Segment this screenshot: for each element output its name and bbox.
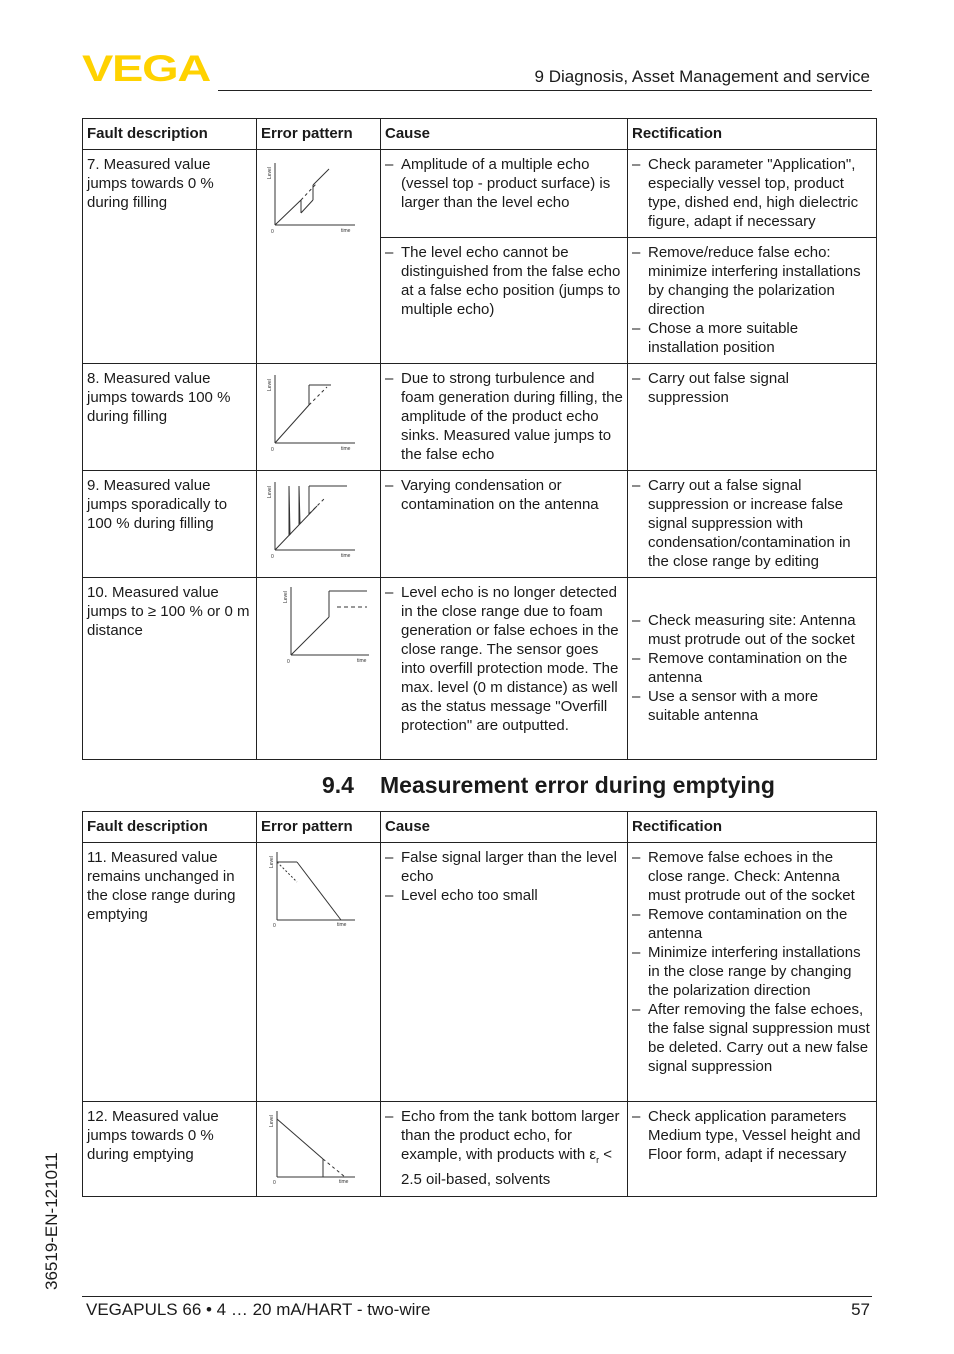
table-header-row: [83, 119, 877, 150]
error-pattern-cell: [257, 364, 381, 471]
rectification-item: – Remove false echoes in the close range. Check: Antenna must protrude out of the socket: [632, 848, 872, 905]
table-row: [83, 843, 877, 1102]
table-header-row: [83, 812, 877, 843]
page-number: 57: [851, 1300, 870, 1319]
axis-label-y: Level: [267, 379, 273, 391]
axis-origin: 0: [271, 229, 274, 235]
rectification-item: – Chose a more suitable installation position: [632, 319, 872, 357]
axis-origin: 0: [271, 447, 274, 453]
cause-cell: [381, 578, 628, 760]
rectification-item: – Carry out a false signal suppression or increase false signal suppression with condensation/contamination in the close range by editing: [632, 476, 872, 571]
col-header-pattern: Error pattern: [257, 812, 381, 843]
cause-cell: [381, 843, 628, 1102]
rectification-cell: [628, 238, 877, 364]
fault-table-emptying: [82, 811, 877, 1197]
error-pattern-chart-9: [261, 476, 361, 560]
error-pattern-cell: [257, 578, 381, 760]
table-row: [83, 364, 877, 471]
cause-item: – False signal larger than the level echo: [385, 848, 623, 886]
cause-item: – Amplitude of a multiple echo (vessel top - product surface) is larger than the level echo: [385, 155, 623, 212]
section-number: 9.4: [322, 772, 354, 798]
cause-item: – Due to strong turbulence and foam generation during filling, the amplitude of the product echo sinks. Measured value jumps to the false echo: [385, 369, 623, 464]
axis-label-y: Level: [267, 486, 273, 498]
table-row: [83, 471, 877, 578]
error-pattern-chart-8: [261, 369, 361, 453]
axis-label-y: Level: [269, 1115, 275, 1127]
cause-item: – Level echo is no longer detected in the close range due to foam generation or false echoes in the close range. The sensor goes into overfill protection mode. The max. level (0 m distance) as well as the status message "Overfill protection" are outputted.: [385, 583, 623, 735]
cause-cell: [381, 238, 628, 364]
col-header-rectification: Rectification: [628, 119, 877, 150]
fault-description: 11. Measured value remains unchanged in the close range during emptying: [83, 843, 257, 1102]
footer-divider: [82, 1296, 872, 1297]
axis-label-y: Level: [267, 167, 273, 179]
rectification-item: – Remove contamination on the antenna: [632, 649, 872, 687]
rectification-cell: [628, 150, 877, 238]
cause-item: – The level echo cannot be distinguished from the false echo at a false echo position (jumps to multiple echo): [385, 243, 623, 319]
axis-label-x: time: [337, 922, 347, 928]
axis-origin: 0: [287, 659, 290, 665]
error-pattern-chart-12: [261, 1107, 361, 1187]
axis-origin: 0: [273, 923, 276, 929]
rectification-cell: [628, 843, 877, 1102]
col-header-fault: Fault description: [83, 812, 257, 843]
axis-label-x: time: [341, 446, 351, 452]
error-pattern-chart-11: [261, 848, 361, 930]
error-pattern-cell: [257, 843, 381, 1102]
fault-description: 12. Measured value jumps towards 0 % during emptying: [83, 1102, 257, 1197]
error-pattern-chart-7: [261, 155, 361, 235]
fault-description: 7. Measured value jumps towards 0 % during filling: [83, 150, 257, 364]
document-id: 36519-EN-121011: [42, 1152, 61, 1290]
rectification-cell: [628, 1102, 877, 1197]
error-pattern-cell: [257, 150, 381, 364]
rectification-item: – After removing the false echoes, the false signal suppression must be deleted. Carry out a new false signal suppression: [632, 1000, 872, 1076]
col-header-cause: Cause: [381, 812, 628, 843]
header-section-title: 9 Diagnosis, Asset Management and service: [534, 67, 870, 86]
logo-text: VEGA: [82, 52, 211, 84]
rectification-item: – Remove contamination on the antenna: [632, 905, 872, 943]
rectification-item: – Use a sensor with a more suitable antenna: [632, 687, 872, 725]
cause-cell: [381, 364, 628, 471]
col-header-rectification: Rectification: [628, 812, 877, 843]
table-row: [83, 150, 877, 238]
axis-origin: 0: [271, 554, 274, 560]
rectification-item: – Remove/reduce false echo: minimize interfering installations by changing the polarization direction: [632, 243, 872, 319]
col-header-cause: Cause: [381, 119, 628, 150]
rectification-item: – Check measuring site: Antenna must protrude out of the socket: [632, 611, 872, 649]
error-pattern-cell: [257, 1102, 381, 1197]
fault-table-filling: [82, 118, 877, 760]
table-row: [83, 1102, 877, 1197]
rectification-cell: [628, 578, 877, 760]
table-row: [83, 578, 877, 760]
section-heading: [322, 772, 775, 799]
axis-label-x: time: [357, 658, 367, 664]
cause-cell: [381, 150, 628, 238]
fault-description: 8. Measured value jumps towards 100 % during filling: [83, 364, 257, 471]
error-pattern-cell: [257, 471, 381, 578]
axis-label-y: Level: [269, 856, 275, 868]
cause-item: – Varying condensation or contamination on the antenna: [385, 476, 623, 514]
vega-logo: [82, 52, 212, 84]
rectification-item: – Check application parameters Medium type, Vessel height and Floor form, adapt if necessary: [632, 1107, 872, 1164]
fault-description: 10. Measured value jumps to ≥ 100 % or 0 m distance: [83, 578, 257, 760]
axis-label-x: time: [339, 1179, 349, 1185]
section-title: Measurement error during emptying: [380, 772, 775, 798]
error-pattern-chart-10: [261, 583, 371, 665]
footer-product-title: VEGAPULS 66 • 4 … 20 mA/HART - two-wire: [86, 1300, 431, 1319]
axis-label-x: time: [341, 228, 351, 234]
cause-cell: [381, 471, 628, 578]
col-header-fault: Fault description: [83, 119, 257, 150]
rectification-item: – Check parameter "Application", especially vessel top, product type, dished end, high dielectric figure, adapt if necessary: [632, 155, 872, 231]
header-divider: [218, 90, 872, 91]
col-header-pattern: Error pattern: [257, 119, 381, 150]
rectification-item: – Carry out false signal suppression: [632, 369, 872, 407]
cause-cell: [381, 1102, 628, 1197]
fault-description: 9. Measured value jumps sporadically to 100 % during filling: [83, 471, 257, 578]
rectification-cell: [628, 471, 877, 578]
cause-item: – Level echo too small: [385, 886, 623, 905]
rectification-item: – Minimize interfering installations in the close range by changing the polarization direction: [632, 943, 872, 1000]
axis-label-x: time: [341, 553, 351, 559]
rectification-cell: [628, 364, 877, 471]
axis-label-y: Level: [283, 591, 289, 603]
axis-origin: 0: [273, 1180, 276, 1186]
cause-item: – Echo from the tank bottom larger than the product echo, for example, with products with $\varepsilon_r < 2.5$ oil-based, solvents: [385, 1107, 623, 1189]
